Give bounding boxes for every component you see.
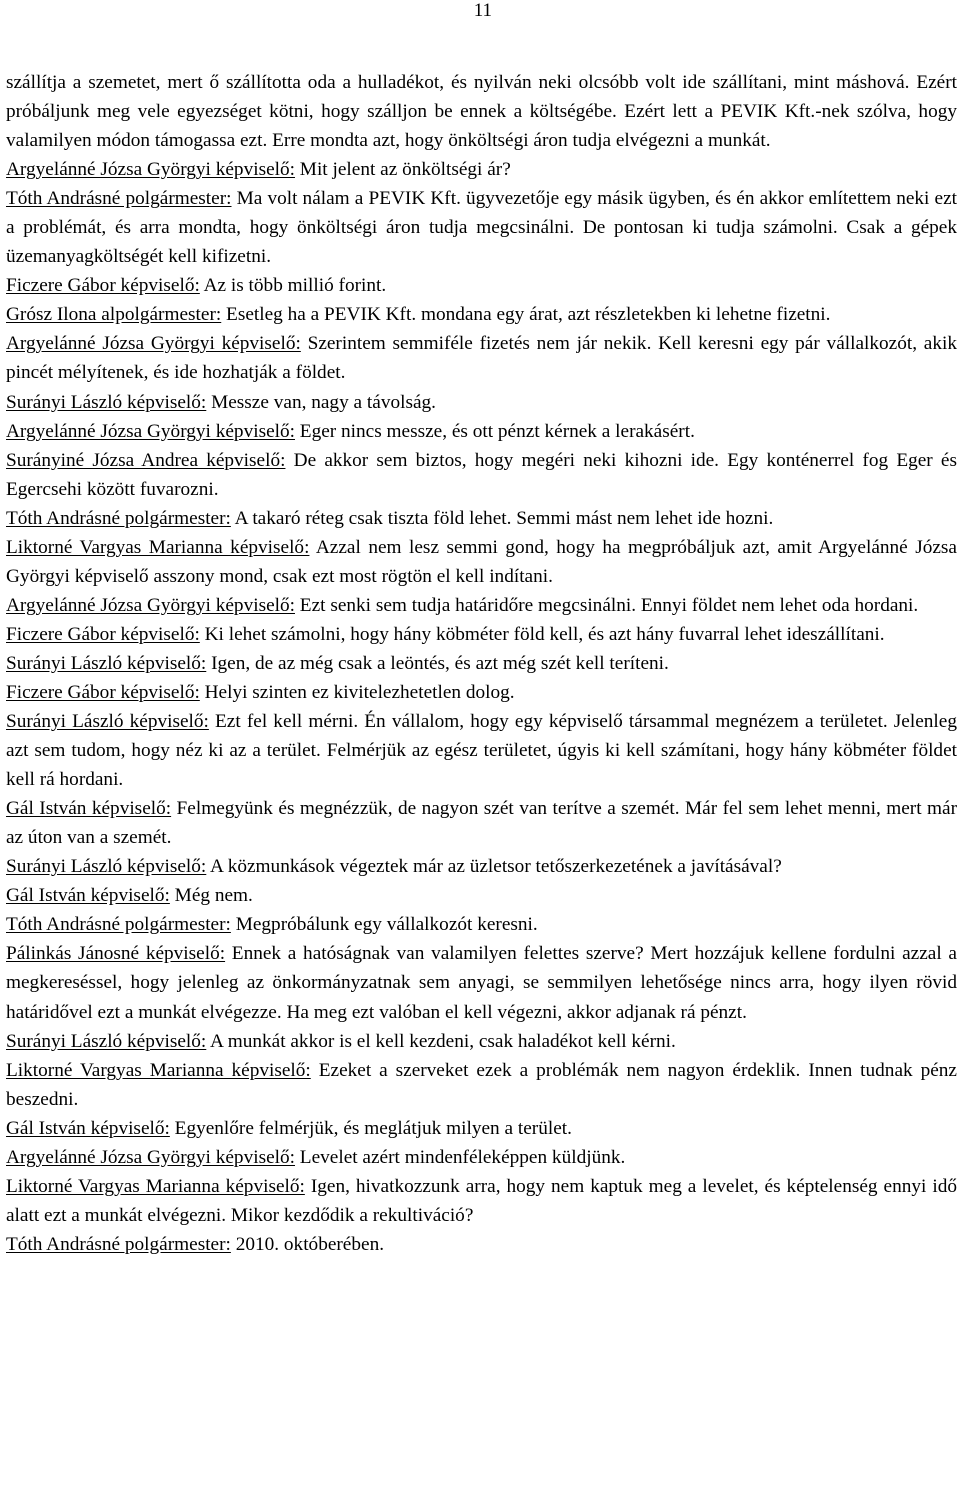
speaker-name: Liktorné Vargyas Marianna képviselő:: [6, 536, 310, 558]
paragraph: [6, 271, 957, 300]
speaker-name: Grósz Ilona alpolgármester:: [6, 304, 222, 326]
paragraph-text: Igen, de az még csak a leöntés, és azt még szét kell teríteni.: [206, 652, 669, 674]
speaker-name: Argyelánné Józsa Györgyi képviselő:: [6, 1146, 295, 1168]
speaker-name: Gál István képviselő:: [6, 798, 172, 820]
speaker-name: Tóth Andrásné polgármester:: [6, 914, 231, 936]
paragraph: [6, 1230, 957, 1259]
paragraph: [6, 446, 957, 504]
paragraph: [6, 155, 957, 184]
speaker-name: Surányi László képviselő:: [6, 391, 207, 413]
speaker-name: Surányi László képviselő:: [6, 856, 207, 878]
paragraph: [6, 1143, 957, 1172]
paragraph-text: Mit jelent az önköltségi ár?: [294, 159, 511, 181]
paragraph-text: Ki lehet számolni, hogy hány köbméter föld kell, és azt hány fuvarral lehet ideszállítani.: [199, 623, 885, 645]
paragraph-text: De akkor sem biztos, hogy megéri neki kihozni ide. Egy konténerrel fog Eger és Egercsehi között fuvarozni.: [6, 449, 957, 500]
paragraph: [6, 852, 957, 881]
paragraph: [6, 1114, 957, 1143]
paragraph-text: Ezeket a szerveket ezek a problémák nem nagyon érdeklik. Innen tudnak pénz beszedni.: [6, 1059, 957, 1110]
paragraph-text: Azzal nem lesz semmi gond, hogy ha megpróbáljuk azt, amit Argyelánné Józsa Györgyi képviselő asszony mond, csak ezt most rögtön el kell indítani.: [6, 536, 957, 587]
paragraph: [6, 939, 957, 1026]
page-number: 11: [473, 0, 492, 21]
speaker-name: Liktorné Vargyas Marianna képviselő:: [6, 1059, 311, 1081]
document-body: [6, 68, 957, 1259]
paragraph-text: Még nem.: [169, 885, 253, 907]
speaker-name: Gál István képviselő:: [6, 885, 170, 907]
paragraph: [6, 707, 957, 794]
paragraph-text: A takaró réteg csak tiszta föld lehet. Semmi mást nem lehet ide hozni.: [230, 507, 774, 529]
speaker-name: Ficzere Gábor képviselő:: [6, 623, 200, 645]
paragraph: [6, 591, 957, 620]
speaker-name: Argyelánné Józsa Györgyi képviselő:: [6, 420, 295, 442]
paragraph-text: Ezt fel kell mérni. Én vállalom, hogy egy képviselő társammal megnézem a területet. Jelenleg azt sem tudom, hogy néz ki az a terület. Felmérjük az egész területet, úgyis ki kell számítani, hogy hány köbméter földet kell rá hordani.: [6, 711, 957, 791]
speaker-name: Tóth Andrásné polgármester:: [6, 507, 231, 529]
speaker-name: Liktorné Vargyas Marianna képviselő:: [6, 1175, 305, 1197]
paragraph-text: Egyenlőre felmérjük, és meglátjuk milyen a terület.: [169, 1117, 572, 1139]
speaker-name: Surányi László képviselő:: [6, 1030, 207, 1052]
paragraph: [6, 678, 957, 707]
paragraph: [6, 329, 957, 387]
paragraph: [6, 620, 957, 649]
speaker-name: Pálinkás Jánosné képviselő:: [6, 943, 226, 965]
paragraph: [6, 504, 957, 533]
speaker-name: Argyelánné Józsa Györgyi képviselő:: [6, 594, 295, 616]
paragraph: [6, 184, 957, 271]
paragraph-text: Felmegyünk és megnézzük, de nagyon szét van terítve a szemét. Már fel sem lehet menni, mert már az úton van a szemét.: [6, 798, 957, 849]
speaker-name: Ficzere Gábor képviselő:: [6, 275, 200, 297]
paragraph-text: Helyi szinten ez kivitelezhetetlen dolog.: [199, 681, 515, 703]
paragraph-text: Az is több millió forint.: [199, 275, 387, 297]
paragraph: [6, 881, 957, 910]
paragraph: [6, 388, 957, 417]
speaker-name: Argyelánné Józsa Györgyi képviselő:: [6, 159, 295, 181]
speaker-name: Gál István képviselő:: [6, 1117, 170, 1139]
paragraph: [6, 1027, 957, 1056]
speaker-name: Tóth Andrásné polgármester:: [6, 188, 232, 210]
paragraph: [6, 794, 957, 852]
paragraph-text: Ma volt nálam a PEVIK Kft. ügyvezetője egy másik ügyben, és én akkor említettem neki ezt a problémát, és arra mondta, hogy önköltségi áron tudja megcsinálni. De pontosan ki tudja számolni. Csak a gépek üzemanyagköltségét kell kifizetni.: [6, 188, 957, 268]
paragraph-text: Igen, hivatkozzunk arra, hogy nem kaptuk meg a levelet, és képtelenség ennyi idő alatt ezt a munkát elvégezni. Mikor kezdődik a rekultiváció?: [6, 1175, 957, 1226]
paragraph: [6, 910, 957, 939]
paragraph-text: Messze van, nagy a távolság.: [206, 391, 436, 413]
paragraph-text: Szerintem semmiféle fizetés nem jár nekik. Kell keresni egy pár vállalkozót, akik pincét mélyítenek, és ide hozhatják a földet.: [6, 333, 958, 384]
paragraph: [6, 1172, 957, 1230]
speaker-name: Argyelánné Józsa Györgyi képviselő:: [6, 333, 301, 355]
paragraph-text: Ezt senki sem tudja határidőre megcsinálni. Ennyi földet nem lehet oda hordani.: [294, 594, 919, 616]
paragraph: [6, 649, 957, 678]
paragraph-text: Megpróbálunk egy vállalkozót keresni.: [230, 914, 538, 936]
speaker-name: Tóth Andrásné polgármester:: [6, 1233, 231, 1255]
paragraph-text: Levelet azért mindenféleképpen küldjünk.: [294, 1146, 626, 1168]
paragraph: [6, 1056, 957, 1114]
paragraph: [6, 533, 957, 591]
paragraph-text: szállítja a szemetet, mert ő szállította oda a hulladékot, és nyilván neki olcsóbb volt ide szállítani, mint máshová. Ezért próbáljunk meg vele egyezséget kötni, hogy szálljon be ennek a költségébe. Ezért lett a PEVIK Kft.-nek szólva, hogy valamilyen módon támogassa ezt. Erre mondta azt, hogy önköltségi áron tudja elvégezni a munkát.: [6, 72, 957, 152]
paragraph-text: 2010. októberében.: [230, 1233, 385, 1255]
paragraph-text: Ennek a hatóságnak van valamilyen felettes szerve? Mert hozzájuk kellene fordulni azzal a megkereséssel, hogy jelenleg az önkormányzatnak sem anyagi, se semmilyen lehetősége nincs arra, hogy ilyen rövid határidővel ezt a munkát elvégezze. Ha meg ezt valóban el kell végezni, akkor adjanak rá pénzt.: [6, 943, 957, 1023]
paragraph-text: Eger nincs messze, és ott pénzt kérnek a lerakásért.: [294, 420, 695, 442]
speaker-name: Surányiné Józsa Andrea képviselő:: [6, 449, 286, 471]
speaker-name: Ficzere Gábor képviselő:: [6, 681, 200, 703]
paragraph-text: Esetleg ha a PEVIK Kft. mondana egy árat, azt részletekben ki lehetne fizetni.: [221, 304, 831, 326]
paragraph-text: A munkát akkor is el kell kezdeni, csak haladékot kell kérni.: [206, 1030, 676, 1052]
speaker-name: Surányi László képviselő:: [6, 711, 209, 733]
paragraph: [6, 68, 957, 155]
paragraph: [6, 300, 957, 329]
speaker-name: Surányi László képviselő:: [6, 652, 207, 674]
paragraph: [6, 417, 957, 446]
paragraph-text: A közmunkások végeztek már az üzletsor tetőszerkezetének a javításával?: [206, 856, 782, 878]
